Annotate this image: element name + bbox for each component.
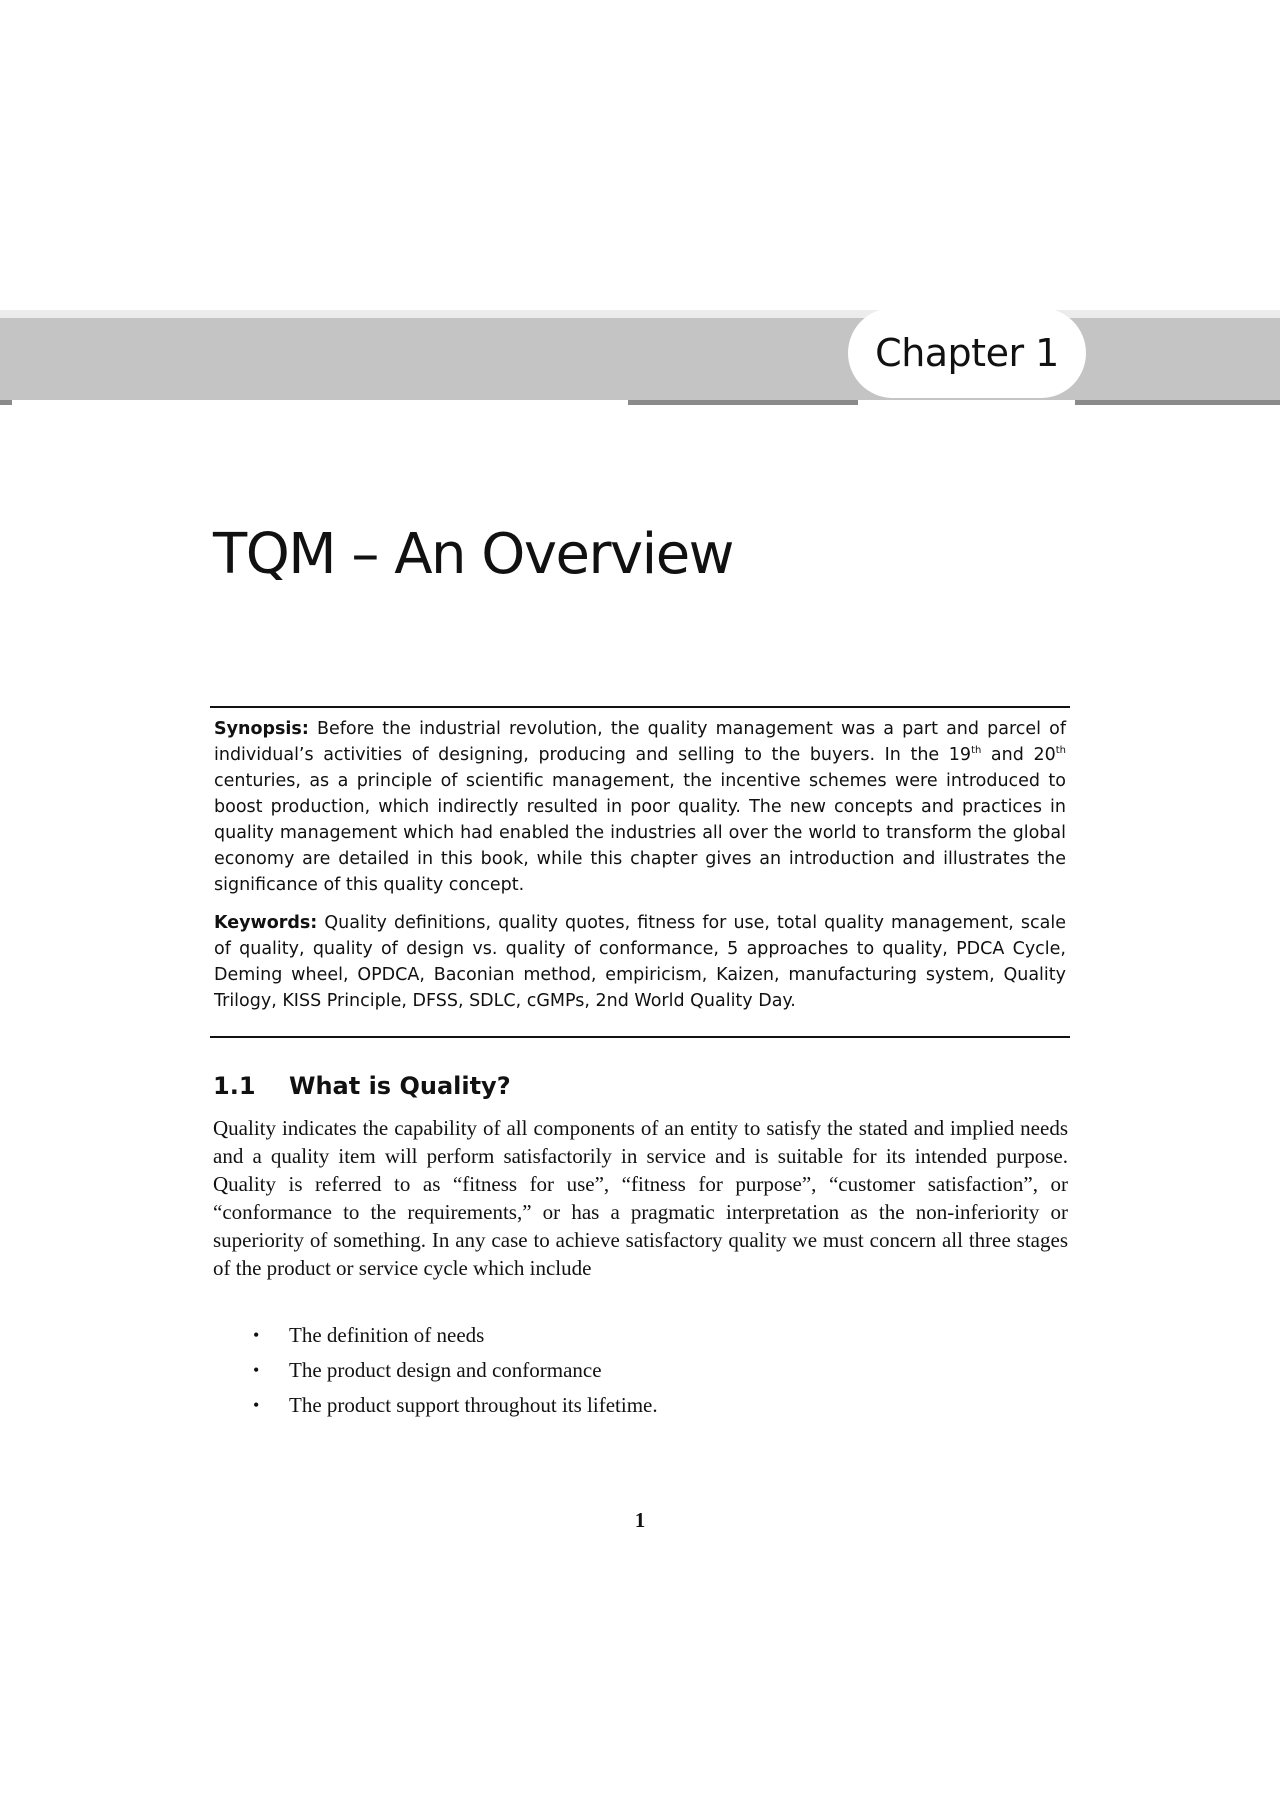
section-title: What is Quality? [289, 1072, 511, 1100]
section-number: 1.1 [213, 1072, 256, 1100]
section-heading [213, 1072, 511, 1100]
banner-underline-left [0, 400, 12, 405]
banner-underline-middle [628, 400, 858, 405]
synopsis-box [210, 706, 1070, 1038]
bullet-icon: • [253, 1395, 260, 1415]
bullet-icon: • [253, 1360, 260, 1380]
synopsis-text-1: Before the industrial revolution, the quality management was a part and parcel of individual’s activities of designing, producing and selling to the buyers. In the 19 [214, 719, 1066, 765]
list-item [213, 1388, 1068, 1423]
chapter-banner [0, 310, 1280, 405]
chapter-label: Chapter 1 [875, 331, 1059, 375]
list-item [213, 1353, 1068, 1388]
list-item-text: The definition of needs [289, 1323, 485, 1347]
keywords-label: Keywords: [214, 913, 318, 933]
list-item [213, 1318, 1068, 1353]
synopsis-paragraph [214, 716, 1066, 898]
banner-band [0, 318, 1280, 400]
keywords-paragraph [214, 910, 1066, 1014]
bullet-list [213, 1318, 1068, 1423]
banner-top-stripe [0, 310, 1280, 318]
keywords-text: Quality definitions, quality quotes, fitness for use, total quality management, scale of quality, quality of design vs. quality of conformance, 5 approaches to quality, PDCA Cycle, Deming wheel, OPDCA, Baconian method, empiricism, Kaizen, manufacturing system, Quality Trilogy, KISS Principle, DFSS, SDLC, cGMPs, 2nd World Quality Day. [214, 913, 1066, 1011]
page-title: TQM – An Overview [213, 522, 733, 587]
synopsis-text-3: centuries, as a principle of scientific management, the incentive schemes were introduced to boost production, which indirectly resulted in poor quality. The new concepts and practices in quality management which had enabled the industries all over the world to transform the global economy are detailed in this book, while this chapter gives an introduction and illustrates the significance of this quality concept. [214, 771, 1066, 895]
bullet-icon: • [253, 1325, 260, 1345]
banner-underline-right [1075, 400, 1280, 405]
list-item-text: The product design and conformance [289, 1358, 602, 1382]
synopsis-sup-2: th [1055, 745, 1066, 757]
list-item-text: The product support throughout its lifetime. [289, 1393, 658, 1417]
synopsis-sup-1: th [971, 745, 982, 757]
synopsis-text-2: and 20 [981, 745, 1056, 765]
section-paragraph: Quality indicates the capability of all components of an entity to satisfy the stated and implied needs and a quality item will perform satisfactorily in service and is suitable for its intended purpose. Quality is referred to as “fitness for use”, “fitness for purpose”, “customer satisfaction”, or “conformance to the requirements,” or has a pragmatic interpretation as the non-inferiority or superiority of something. In any case to achieve satisfactory quality we must concern all three stages of the product or service cycle which include [213, 1116, 1068, 1280]
chapter-pill [848, 308, 1086, 398]
synopsis-label: Synopsis: [214, 719, 309, 739]
page-number: 1 [634, 1508, 646, 1532]
